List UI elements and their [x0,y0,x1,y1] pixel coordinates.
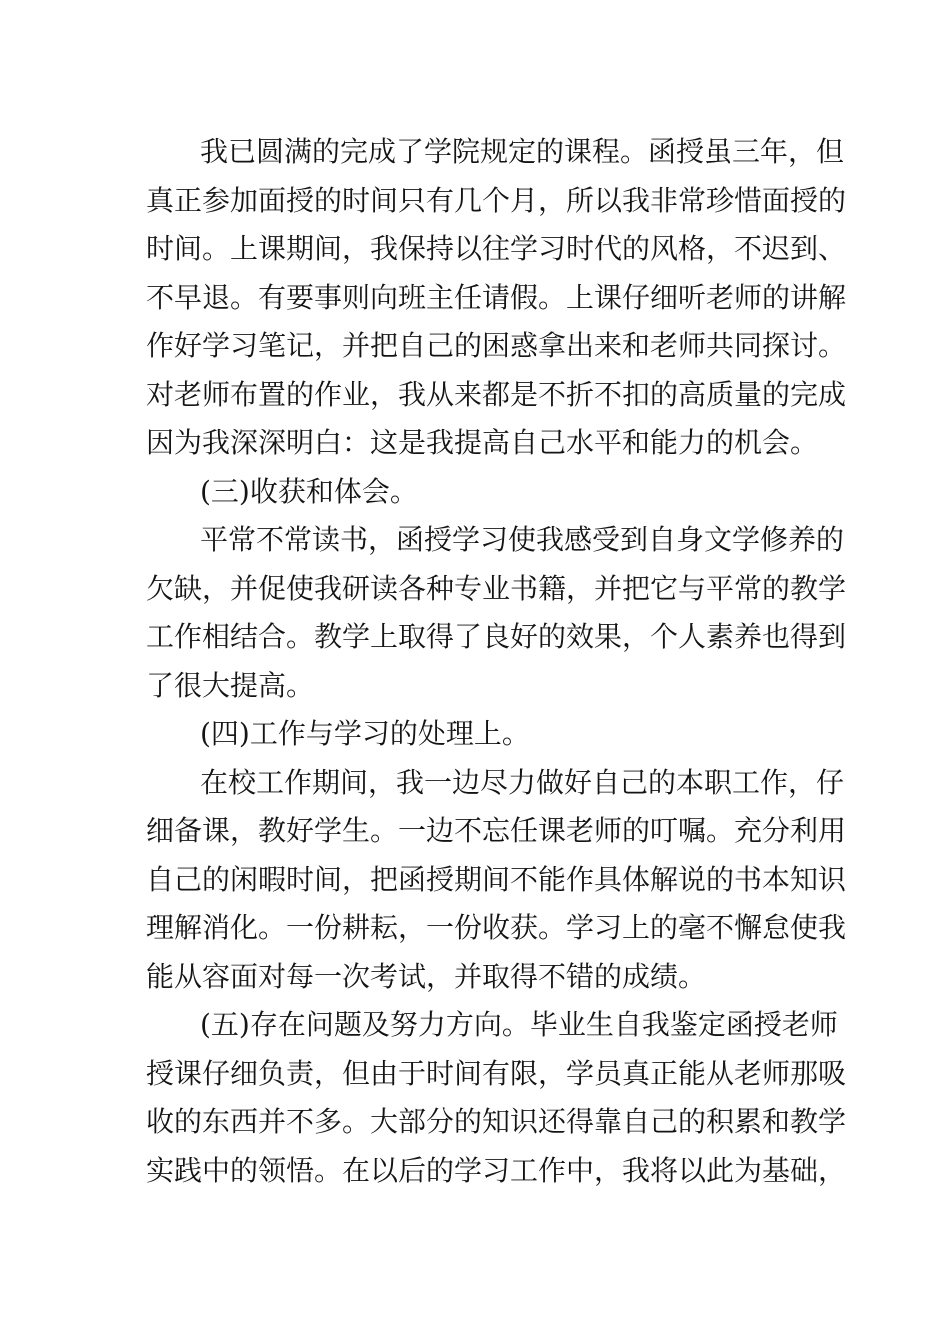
text-line: 收的东西并不多。大部分的知识还得靠自己的积累和教学 [146,1105,847,1138]
text-line: 了很大提高。 [146,668,315,702]
section-heading: (三)收获和体会。 [200,474,418,508]
text-line: 欠缺，并促使我研读各种专业书籍，并把它与平常的教学 [146,571,847,605]
text-line: 在校工作期间，我一边尽力做好自己的本职工作，仔 [200,765,845,799]
text-line: 对老师布置的作业，我从来都是不折不扣的高质量的完成 [146,377,847,411]
text-line: 授课仔细负责，但由于时间有限，学员真正能从老师那吸 [146,1056,847,1090]
text-line: 细备课，教好学生。一边不忘任课老师的叮嘱。充分利用 [146,814,847,847]
text-line: 实践中的领悟。在以后的学习工作中，我将以此为基础， [146,1153,847,1187]
text-line: 理解消化。一份耕耘，一份收获。学习上的毫不懈怠使我 [146,911,847,944]
text-line: 平常不常读书，函授学习使我感受到自身文学修养的 [200,523,845,556]
text-line: 我已圆满的完成了学院规定的课程。函授虽三年，但 [200,135,845,168]
text-line: 自己的闲暇时间，把函授期间不能作具体解说的书本知识 [146,862,847,896]
text-line: 真正参加面授的时间只有几个月，所以我非常珍惜面授的 [146,183,847,217]
text-line: 时间。上课期间，我保持以往学习时代的风格，不迟到、 [146,232,847,265]
body-text [146,128,847,1195]
text-line: (五)存在问题及努力方向。毕业生自我鉴定函授老师 [200,1008,838,1041]
text-line: 能从容面对每一次考试，并取得不错的成绩。 [146,959,707,993]
text-line: 作好学习笔记，并把自己的困惑拿出来和老师共同探讨。 [146,329,847,362]
text-line: 不早退。有要事则向班主任请假。上课仔细听老师的讲解 [146,280,847,314]
text-line: 工作相结合。教学上取得了良好的效果，个人素养也得到 [146,620,847,653]
text-line: 因为我深深明白：这是我提高自己水平和能力的机会。 [146,426,819,459]
section-heading: (四)工作与学习的处理上。 [200,717,530,750]
